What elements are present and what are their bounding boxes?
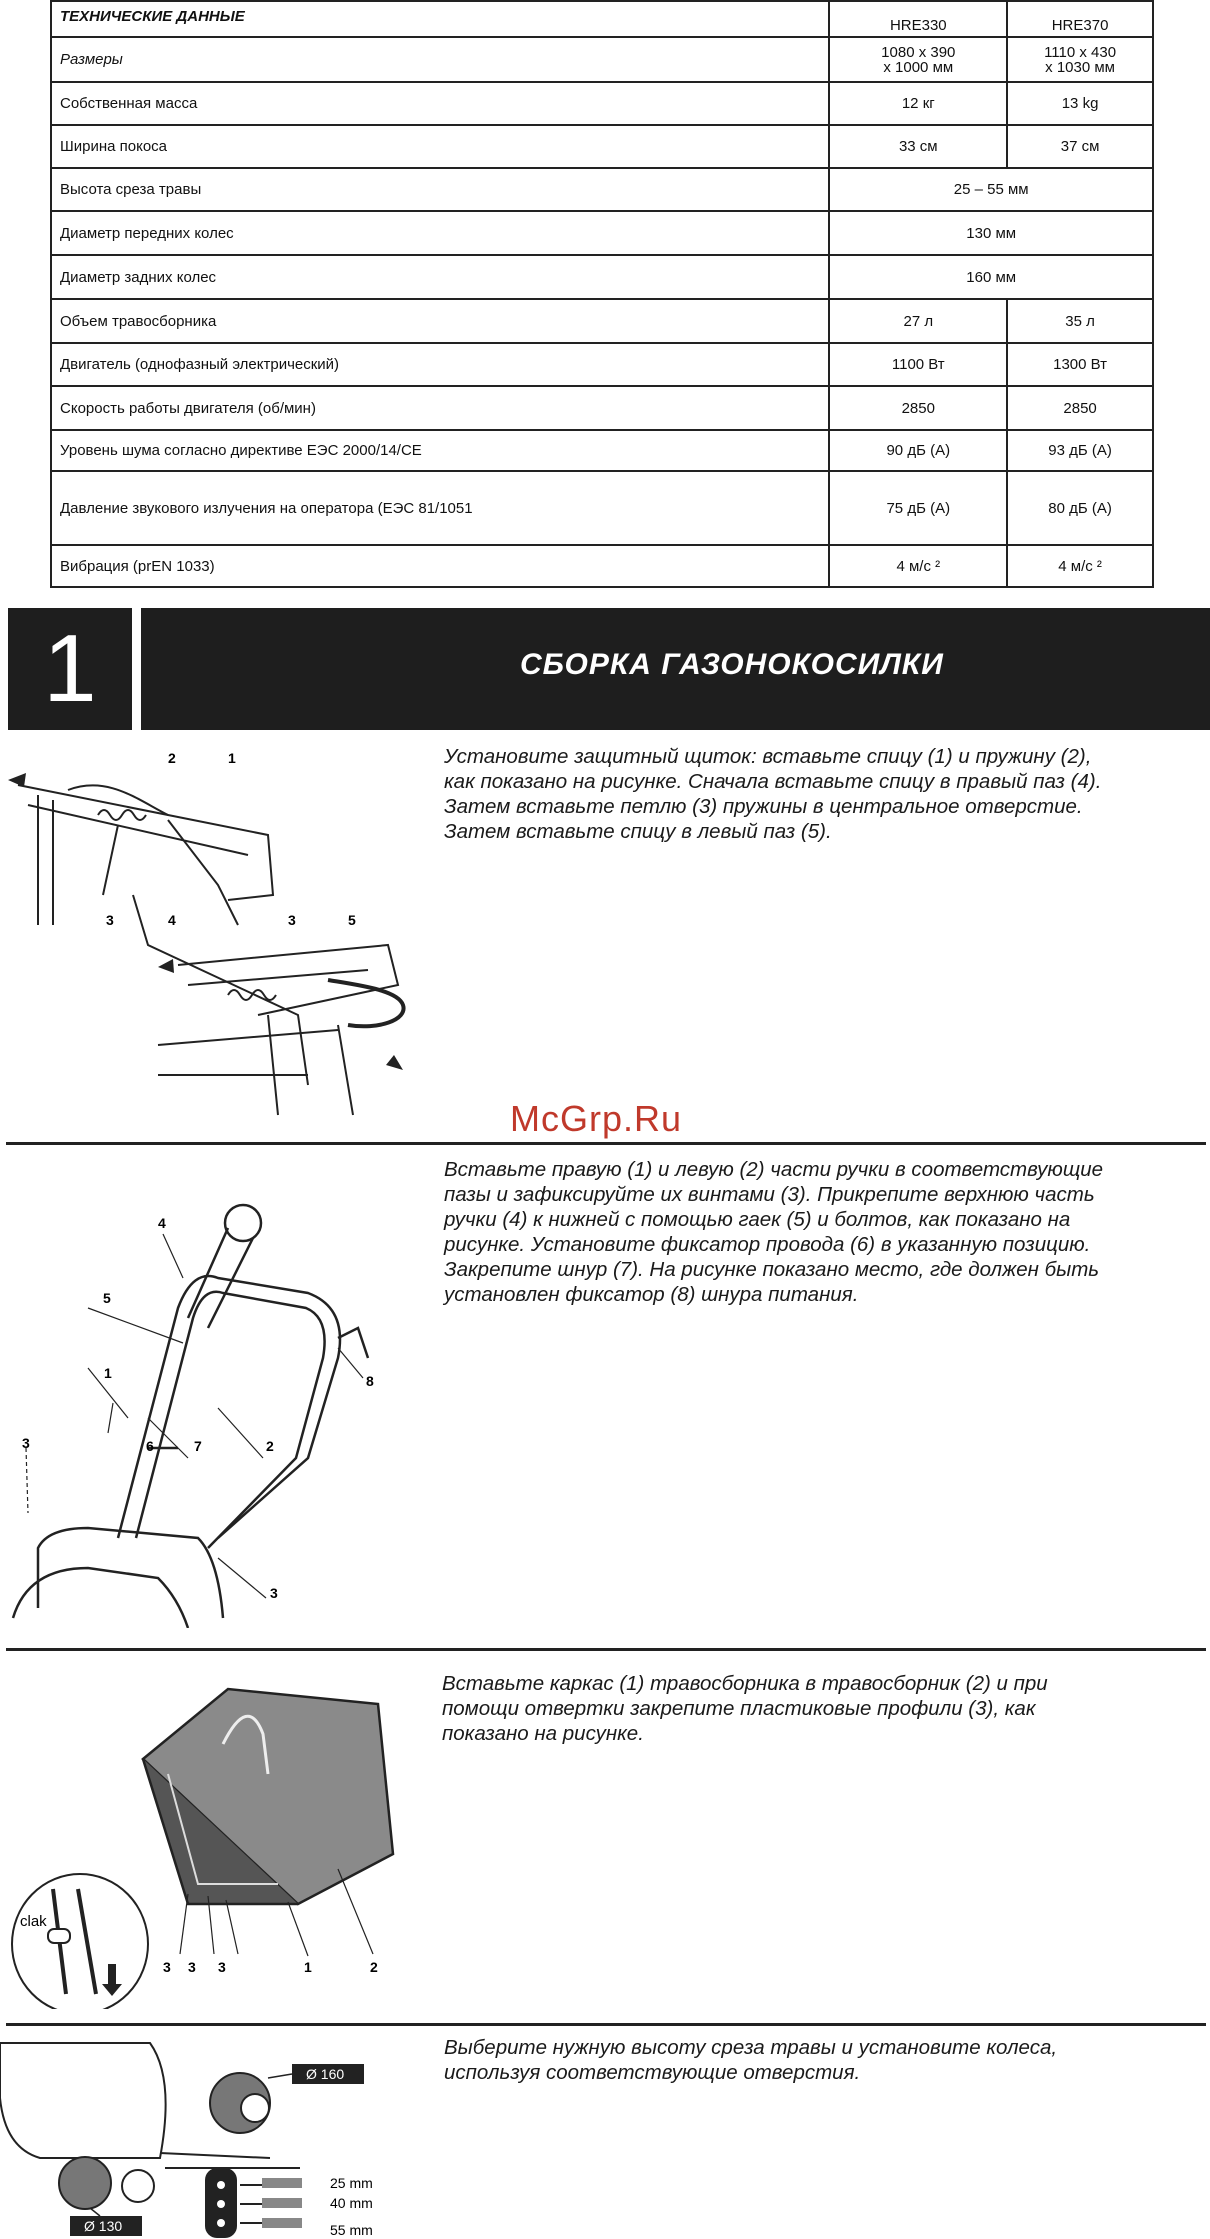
callout-label: 4	[158, 1215, 166, 1231]
spec-row	[51, 82, 1153, 125]
spec-value-hre330: 2850	[829, 386, 1007, 430]
spec-label: Собственная масса	[51, 82, 829, 125]
spec-value-hre330: 75 дБ (A)	[829, 471, 1007, 545]
spec-row	[51, 125, 1153, 168]
spec-row	[51, 168, 1153, 211]
callout-label: 4	[168, 912, 176, 928]
height-label: 40 mm	[330, 2195, 373, 2211]
callout-label: 1	[104, 1365, 112, 1381]
spec-value-hre370: 93 дБ (A)	[1007, 430, 1153, 471]
figure-grass-bag	[8, 1664, 428, 2009]
spec-row	[51, 299, 1153, 343]
spec-value-hre330: 90 дБ (A)	[829, 430, 1007, 471]
spec-row	[51, 545, 1153, 587]
rear-wheel-label: Ø 160	[306, 2066, 345, 2082]
height-label: 25 mm	[330, 2175, 373, 2191]
callout-label: 2	[168, 750, 176, 766]
spec-value-hre330: 4 м/с ²	[829, 545, 1007, 587]
spec-value-hre370: 80 дБ (A)	[1007, 471, 1153, 545]
spec-table	[50, 0, 1154, 588]
spec-value-merged: 160 мм	[829, 255, 1153, 299]
section-title: СБОРКА ГАЗОНОКОСИЛКИ	[520, 648, 944, 681]
figure-cutting-height	[0, 2038, 430, 2239]
spec-value-hre370: 13 kg	[1007, 82, 1153, 125]
spec-value-merged: 130 мм	[829, 211, 1153, 255]
divider	[6, 2023, 1206, 2026]
model-hre370: HRE370	[1007, 1, 1153, 37]
spec-label: Скорость работы двигателя (об/мин)	[51, 386, 829, 430]
spec-value-hre370: 1300 Вт	[1007, 343, 1153, 386]
callout-label: 5	[348, 912, 356, 928]
callout-label: 2	[370, 1959, 378, 1975]
spec-title: ТЕХНИЧЕСКИЕ ДАННЫЕ	[51, 1, 829, 37]
spec-label: Давление звукового излучения на оператора (ЕЭС 81/1051	[51, 471, 829, 545]
spec-value-hre330: 12 кг	[829, 82, 1007, 125]
step-2-text: Вставьте правую (1) и левую (2) части ручки в соответствующие пазы и зафиксируйте их винтами (3). Прикрепите верхнюю часть ручки (4) к нижней с помощью гаек (5) и болтов, как показано на рисунке. Установите фиксатор провода (6) в указанную позицию. Закрепите шнур (7). На рисунке показано место, где должен быть установлен фиксатор (8) шнура питания.	[444, 1158, 1104, 1306]
spec-value-hre370: 37 см	[1007, 125, 1153, 168]
callout-label: 8	[366, 1373, 374, 1389]
divider	[6, 1142, 1206, 1145]
spec-row	[51, 386, 1153, 430]
spec-value-hre330: 1080 x 390 x 1000 мм	[829, 37, 1007, 82]
spec-row	[51, 471, 1153, 545]
front-wheel-label: Ø 130	[84, 2218, 123, 2234]
callout-label: 3	[288, 912, 296, 928]
callout-label: 3	[106, 912, 114, 928]
callout-label: 3	[163, 1959, 171, 1975]
spec-value-hre330: 27 л	[829, 299, 1007, 343]
spec-row	[51, 37, 1153, 82]
clak-label: clak	[20, 1913, 47, 1930]
spec-label: Двигатель (однофазный электрический)	[51, 343, 829, 386]
callout-label: 7	[194, 1438, 202, 1454]
spec-value-hre370: 2850	[1007, 386, 1153, 430]
callout-label: 3	[270, 1585, 278, 1601]
figure-handle-assembly	[8, 1158, 428, 1628]
spec-row	[51, 343, 1153, 386]
spec-value-hre370: 4 м/с ²	[1007, 545, 1153, 587]
spec-value-hre370: 35 л	[1007, 299, 1153, 343]
divider	[6, 1648, 1206, 1651]
callout-label: 1	[304, 1959, 312, 1975]
figure-safety-flap	[8, 745, 428, 1120]
callout-label: 3	[218, 1959, 226, 1975]
spec-label: Уровень шума согласно директиве ЕЭС 2000/14/CE	[51, 430, 829, 471]
callout-label: 3	[188, 1959, 196, 1975]
spec-label: Объем травосборника	[51, 299, 829, 343]
spec-row	[51, 211, 1153, 255]
spec-value-hre330: 1100 Вт	[829, 343, 1007, 386]
spec-label: Ширина покоса	[51, 125, 829, 168]
model-hre330: HRE330	[829, 1, 1007, 37]
watermark: McGrp.Ru	[510, 1098, 683, 1139]
spec-header-row	[51, 1, 1153, 37]
callout-label: 1	[228, 750, 236, 766]
spec-row	[51, 255, 1153, 299]
callout-label: 2	[266, 1438, 274, 1454]
callout-label: 3	[22, 1435, 30, 1451]
step-3-text: Вставьте каркас (1) травосборника в травосборник (2) и при помощи отвертки закрепите пластиковые профили (3), как показано на рисунке.	[442, 1672, 1048, 1745]
callout-label: 6	[146, 1438, 154, 1454]
section-number: 1	[8, 608, 132, 730]
step-1-text: Установите защитный щиток: вставьте спицу (1) и пружину (2), как показано на рисунке. Сначала вставьте спицу в правый паз (4). Затем вставьте петлю (3) пружины в центральное отверстие. Затем вставьте спицу в левый паз (5).	[444, 745, 1102, 843]
spec-label: Вибрация (prEN 1033)	[51, 545, 829, 587]
spec-label: Диаметр задних колес	[51, 255, 829, 299]
callout-label: 5	[103, 1290, 111, 1306]
spec-value-merged: 25 – 55 мм	[829, 168, 1153, 211]
spec-row	[51, 430, 1153, 471]
spec-value-hre370: 1110 x 430 x 1030 мм	[1007, 37, 1153, 82]
height-label: 55 mm	[330, 2222, 373, 2238]
spec-label: Высота среза травы	[51, 168, 829, 211]
step-4-text: Выберите нужную высоту среза травы и установите колеса, используя соответствующие отверстия.	[444, 2036, 1058, 2084]
spec-label: Диаметр передних колес	[51, 211, 829, 255]
spec-value-hre330: 33 см	[829, 125, 1007, 168]
spec-label: Размеры	[51, 37, 829, 82]
